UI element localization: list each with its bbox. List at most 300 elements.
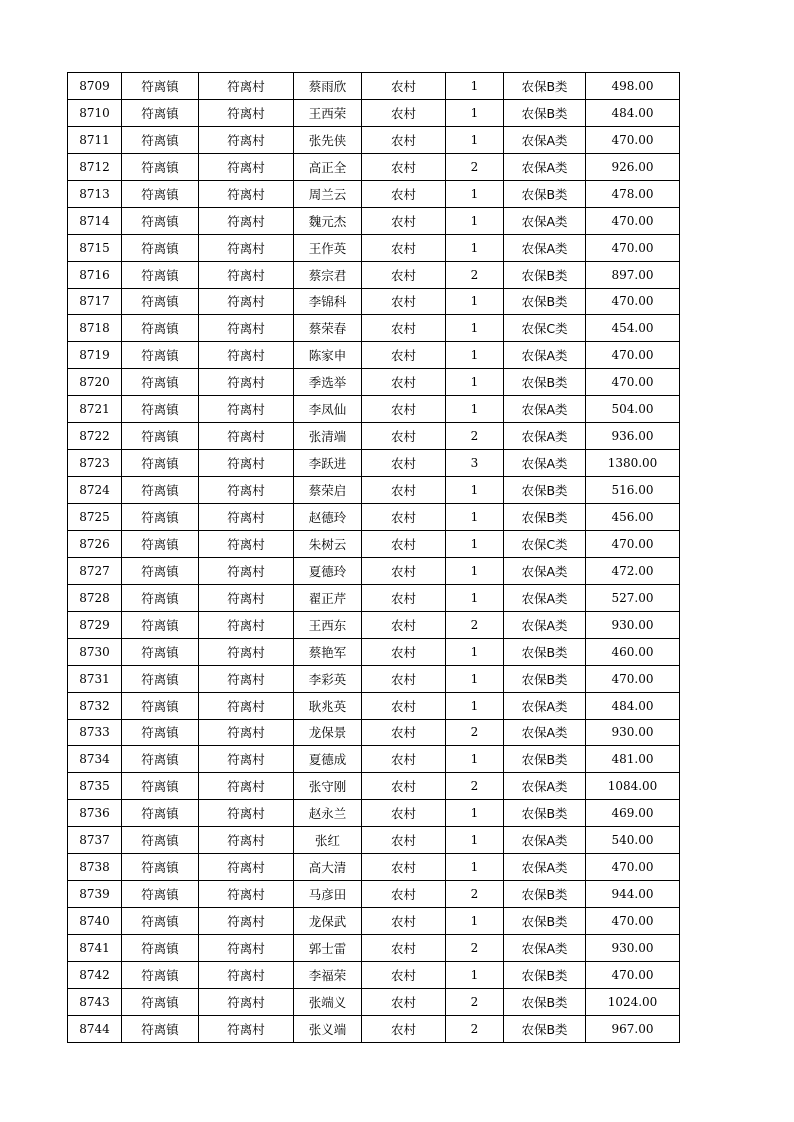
cell-town: 符离镇 — [122, 584, 199, 611]
cell-category: 农保B类 — [504, 1015, 586, 1042]
table-body — [68, 73, 680, 1043]
cell-name: 龙保景 — [294, 719, 362, 746]
cell-type: 农村 — [362, 126, 446, 153]
cell-category: 农保B类 — [504, 180, 586, 207]
cell-type: 农村 — [362, 854, 446, 881]
cell-category: 农保A类 — [504, 450, 586, 477]
cell-count: 1 — [446, 638, 504, 665]
cell-town: 符离镇 — [122, 99, 199, 126]
cell-type: 农村 — [362, 73, 446, 100]
cell-category: 农保B类 — [504, 477, 586, 504]
cell-town: 符离镇 — [122, 665, 199, 692]
cell-town: 符离镇 — [122, 423, 199, 450]
cell-count: 1 — [446, 73, 504, 100]
cell-count: 1 — [446, 99, 504, 126]
cell-id: 8732 — [68, 692, 122, 719]
cell-town: 符离镇 — [122, 396, 199, 423]
cell-category: 农保B类 — [504, 288, 586, 315]
cell-name: 张守刚 — [294, 773, 362, 800]
cell-id: 8715 — [68, 234, 122, 261]
cell-name: 周兰云 — [294, 180, 362, 207]
table-row — [68, 908, 680, 935]
cell-category: 农保A类 — [504, 153, 586, 180]
cell-village: 符离村 — [199, 611, 294, 638]
cell-type: 农村 — [362, 557, 446, 584]
table-row — [68, 207, 680, 234]
cell-village: 符离村 — [199, 692, 294, 719]
cell-id: 8741 — [68, 935, 122, 962]
cell-village: 符离村 — [199, 854, 294, 881]
cell-name: 张先侠 — [294, 126, 362, 153]
table-row — [68, 800, 680, 827]
cell-count: 1 — [446, 746, 504, 773]
cell-id: 8735 — [68, 773, 122, 800]
cell-category: 农保A类 — [504, 854, 586, 881]
cell-type: 农村 — [362, 315, 446, 342]
cell-category: 农保A类 — [504, 207, 586, 234]
cell-village: 符离村 — [199, 800, 294, 827]
table-row — [68, 450, 680, 477]
cell-name: 蔡宗君 — [294, 261, 362, 288]
cell-type: 农村 — [362, 665, 446, 692]
cell-type: 农村 — [362, 180, 446, 207]
table-row — [68, 315, 680, 342]
table-row — [68, 638, 680, 665]
cell-village: 符离村 — [199, 234, 294, 261]
cell-town: 符离镇 — [122, 854, 199, 881]
cell-amount: 470.00 — [586, 854, 680, 881]
cell-count: 1 — [446, 665, 504, 692]
cell-amount: 504.00 — [586, 396, 680, 423]
cell-village: 符离村 — [199, 342, 294, 369]
cell-type: 农村 — [362, 530, 446, 557]
cell-village: 符离村 — [199, 719, 294, 746]
cell-category: 农保A类 — [504, 126, 586, 153]
cell-town: 符离镇 — [122, 1015, 199, 1042]
cell-id: 8709 — [68, 73, 122, 100]
cell-village: 符离村 — [199, 450, 294, 477]
cell-town: 符离镇 — [122, 504, 199, 531]
cell-id: 8718 — [68, 315, 122, 342]
table-row — [68, 611, 680, 638]
cell-village: 符离村 — [199, 530, 294, 557]
cell-category: 农保B类 — [504, 99, 586, 126]
cell-name: 郭士雷 — [294, 935, 362, 962]
cell-name: 李凤仙 — [294, 396, 362, 423]
table-row — [68, 854, 680, 881]
cell-category: 农保B类 — [504, 881, 586, 908]
cell-type: 农村 — [362, 908, 446, 935]
cell-id: 8717 — [68, 288, 122, 315]
cell-amount: 470.00 — [586, 961, 680, 988]
cell-name: 陈家申 — [294, 342, 362, 369]
cell-type: 农村 — [362, 881, 446, 908]
cell-count: 1 — [446, 369, 504, 396]
cell-amount: 930.00 — [586, 719, 680, 746]
cell-category: 农保B类 — [504, 665, 586, 692]
cell-type: 农村 — [362, 423, 446, 450]
cell-id: 8744 — [68, 1015, 122, 1042]
cell-category: 农保B类 — [504, 504, 586, 531]
cell-id: 8734 — [68, 746, 122, 773]
cell-village: 符离村 — [199, 261, 294, 288]
cell-count: 1 — [446, 530, 504, 557]
cell-name: 魏元杰 — [294, 207, 362, 234]
cell-type: 农村 — [362, 827, 446, 854]
cell-village: 符离村 — [199, 584, 294, 611]
cell-count: 2 — [446, 935, 504, 962]
cell-count: 2 — [446, 423, 504, 450]
cell-town: 符离镇 — [122, 773, 199, 800]
cell-count: 1 — [446, 288, 504, 315]
cell-amount: 967.00 — [586, 1015, 680, 1042]
cell-town: 符离镇 — [122, 450, 199, 477]
cell-count: 1 — [446, 342, 504, 369]
cell-village: 符离村 — [199, 881, 294, 908]
cell-town: 符离镇 — [122, 315, 199, 342]
cell-amount: 460.00 — [586, 638, 680, 665]
table-row — [68, 557, 680, 584]
cell-id: 8743 — [68, 988, 122, 1015]
cell-count: 1 — [446, 827, 504, 854]
cell-village: 符离村 — [199, 477, 294, 504]
cell-id: 8739 — [68, 881, 122, 908]
cell-name: 夏德成 — [294, 746, 362, 773]
cell-count: 1 — [446, 396, 504, 423]
cell-count: 1 — [446, 315, 504, 342]
cell-category: 农保A类 — [504, 692, 586, 719]
table-row — [68, 342, 680, 369]
cell-count: 1 — [446, 584, 504, 611]
cell-type: 农村 — [362, 988, 446, 1015]
cell-village: 符离村 — [199, 908, 294, 935]
cell-id: 8714 — [68, 207, 122, 234]
cell-name: 赵永兰 — [294, 800, 362, 827]
cell-amount: 469.00 — [586, 800, 680, 827]
allowance-table — [67, 72, 680, 1043]
cell-type: 农村 — [362, 261, 446, 288]
cell-count: 2 — [446, 881, 504, 908]
cell-count: 1 — [446, 557, 504, 584]
cell-amount: 897.00 — [586, 261, 680, 288]
cell-village: 符离村 — [199, 288, 294, 315]
cell-id: 8721 — [68, 396, 122, 423]
cell-category: 农保B类 — [504, 908, 586, 935]
cell-amount: 454.00 — [586, 315, 680, 342]
cell-type: 农村 — [362, 935, 446, 962]
cell-type: 农村 — [362, 477, 446, 504]
cell-count: 1 — [446, 180, 504, 207]
cell-amount: 1024.00 — [586, 988, 680, 1015]
cell-amount: 930.00 — [586, 935, 680, 962]
cell-type: 农村 — [362, 99, 446, 126]
cell-id: 8733 — [68, 719, 122, 746]
cell-town: 符离镇 — [122, 961, 199, 988]
cell-type: 农村 — [362, 450, 446, 477]
cell-name: 李锦科 — [294, 288, 362, 315]
cell-name: 翟正芹 — [294, 584, 362, 611]
cell-amount: 470.00 — [586, 207, 680, 234]
cell-category: 农保B类 — [504, 746, 586, 773]
cell-id: 8726 — [68, 530, 122, 557]
cell-village: 符离村 — [199, 207, 294, 234]
cell-name: 蔡荣春 — [294, 315, 362, 342]
cell-category: 农保A类 — [504, 935, 586, 962]
cell-amount: 470.00 — [586, 665, 680, 692]
cell-village: 符离村 — [199, 153, 294, 180]
cell-town: 符离镇 — [122, 638, 199, 665]
cell-name: 张端义 — [294, 988, 362, 1015]
cell-town: 符离镇 — [122, 180, 199, 207]
cell-town: 符离镇 — [122, 369, 199, 396]
cell-amount: 470.00 — [586, 530, 680, 557]
cell-town: 符离镇 — [122, 153, 199, 180]
cell-name: 李彩英 — [294, 665, 362, 692]
cell-town: 符离镇 — [122, 692, 199, 719]
table-row — [68, 180, 680, 207]
cell-name: 马彦田 — [294, 881, 362, 908]
cell-amount: 498.00 — [586, 73, 680, 100]
cell-type: 农村 — [362, 1015, 446, 1042]
cell-id: 8740 — [68, 908, 122, 935]
table-row — [68, 73, 680, 100]
cell-town: 符离镇 — [122, 207, 199, 234]
cell-category: 农保B类 — [504, 988, 586, 1015]
cell-category: 农保B类 — [504, 800, 586, 827]
cell-type: 农村 — [362, 234, 446, 261]
cell-name: 张义端 — [294, 1015, 362, 1042]
cell-name: 蔡艳军 — [294, 638, 362, 665]
cell-amount: 484.00 — [586, 692, 680, 719]
table-row — [68, 504, 680, 531]
cell-count: 1 — [446, 854, 504, 881]
cell-id: 8719 — [68, 342, 122, 369]
cell-name: 王西东 — [294, 611, 362, 638]
table-row — [68, 988, 680, 1015]
cell-id: 8711 — [68, 126, 122, 153]
cell-village: 符离村 — [199, 423, 294, 450]
cell-village: 符离村 — [199, 665, 294, 692]
cell-amount: 472.00 — [586, 557, 680, 584]
cell-type: 农村 — [362, 396, 446, 423]
cell-count: 1 — [446, 477, 504, 504]
cell-village: 符离村 — [199, 369, 294, 396]
cell-town: 符离镇 — [122, 73, 199, 100]
cell-type: 农村 — [362, 153, 446, 180]
cell-id: 8728 — [68, 584, 122, 611]
cell-name: 高大清 — [294, 854, 362, 881]
cell-id: 8729 — [68, 611, 122, 638]
cell-amount: 470.00 — [586, 908, 680, 935]
cell-count: 1 — [446, 692, 504, 719]
cell-category: 农保A类 — [504, 719, 586, 746]
cell-type: 农村 — [362, 719, 446, 746]
cell-id: 8713 — [68, 180, 122, 207]
table-row — [68, 261, 680, 288]
cell-amount: 478.00 — [586, 180, 680, 207]
cell-amount: 944.00 — [586, 881, 680, 908]
cell-id: 8742 — [68, 961, 122, 988]
cell-name: 王作英 — [294, 234, 362, 261]
table-row — [68, 773, 680, 800]
cell-village: 符离村 — [199, 126, 294, 153]
cell-category: 农保A类 — [504, 423, 586, 450]
cell-village: 符离村 — [199, 638, 294, 665]
cell-town: 符离镇 — [122, 611, 199, 638]
cell-name: 王西荣 — [294, 99, 362, 126]
cell-name: 李福荣 — [294, 961, 362, 988]
table-row — [68, 99, 680, 126]
cell-type: 农村 — [362, 369, 446, 396]
cell-name: 耿兆英 — [294, 692, 362, 719]
table-row — [68, 423, 680, 450]
cell-amount: 470.00 — [586, 126, 680, 153]
cell-name: 蔡荣启 — [294, 477, 362, 504]
table-row — [68, 396, 680, 423]
cell-id: 8737 — [68, 827, 122, 854]
cell-category: 农保A类 — [504, 234, 586, 261]
cell-village: 符离村 — [199, 504, 294, 531]
cell-type: 农村 — [362, 584, 446, 611]
cell-town: 符离镇 — [122, 261, 199, 288]
cell-village: 符离村 — [199, 773, 294, 800]
cell-amount: 936.00 — [586, 423, 680, 450]
cell-type: 农村 — [362, 800, 446, 827]
cell-amount: 470.00 — [586, 369, 680, 396]
cell-town: 符离镇 — [122, 288, 199, 315]
table-row — [68, 719, 680, 746]
cell-amount: 1084.00 — [586, 773, 680, 800]
cell-town: 符离镇 — [122, 935, 199, 962]
cell-category: 农保A类 — [504, 611, 586, 638]
table-row — [68, 288, 680, 315]
cell-count: 1 — [446, 961, 504, 988]
cell-id: 8712 — [68, 153, 122, 180]
cell-amount: 470.00 — [586, 234, 680, 261]
cell-village: 符离村 — [199, 746, 294, 773]
cell-name: 李跃进 — [294, 450, 362, 477]
cell-name: 朱树云 — [294, 530, 362, 557]
cell-town: 符离镇 — [122, 800, 199, 827]
cell-amount: 470.00 — [586, 288, 680, 315]
table-row — [68, 935, 680, 962]
cell-id: 8723 — [68, 450, 122, 477]
cell-amount: 484.00 — [586, 99, 680, 126]
cell-category: 农保A类 — [504, 342, 586, 369]
table-row — [68, 961, 680, 988]
cell-village: 符离村 — [199, 99, 294, 126]
cell-category: 农保A类 — [504, 396, 586, 423]
cell-village: 符离村 — [199, 557, 294, 584]
cell-name: 夏德玲 — [294, 557, 362, 584]
cell-count: 1 — [446, 504, 504, 531]
table-row — [68, 126, 680, 153]
cell-id: 8710 — [68, 99, 122, 126]
cell-count: 2 — [446, 988, 504, 1015]
cell-type: 农村 — [362, 961, 446, 988]
cell-count: 2 — [446, 261, 504, 288]
cell-category: 农保A类 — [504, 827, 586, 854]
cell-amount: 527.00 — [586, 584, 680, 611]
cell-type: 农村 — [362, 504, 446, 531]
cell-town: 符离镇 — [122, 342, 199, 369]
cell-type: 农村 — [362, 638, 446, 665]
cell-type: 农村 — [362, 342, 446, 369]
cell-id: 8724 — [68, 477, 122, 504]
cell-amount: 456.00 — [586, 504, 680, 531]
cell-village: 符离村 — [199, 961, 294, 988]
table-row — [68, 746, 680, 773]
cell-type: 农村 — [362, 773, 446, 800]
cell-category: 农保A类 — [504, 773, 586, 800]
cell-count: 1 — [446, 207, 504, 234]
cell-village: 符离村 — [199, 73, 294, 100]
cell-town: 符离镇 — [122, 908, 199, 935]
cell-count: 2 — [446, 611, 504, 638]
cell-id: 8731 — [68, 665, 122, 692]
cell-id: 8727 — [68, 557, 122, 584]
table-row — [68, 692, 680, 719]
cell-village: 符离村 — [199, 1015, 294, 1042]
cell-category: 农保A类 — [504, 557, 586, 584]
cell-name: 季选举 — [294, 369, 362, 396]
cell-name: 龙保武 — [294, 908, 362, 935]
cell-count: 1 — [446, 800, 504, 827]
cell-town: 符离镇 — [122, 746, 199, 773]
table-row — [68, 881, 680, 908]
cell-id: 8722 — [68, 423, 122, 450]
cell-amount: 1380.00 — [586, 450, 680, 477]
table-row — [68, 477, 680, 504]
cell-name: 张清端 — [294, 423, 362, 450]
cell-count: 1 — [446, 234, 504, 261]
cell-town: 符离镇 — [122, 881, 199, 908]
cell-town: 符离镇 — [122, 530, 199, 557]
cell-category: 农保C类 — [504, 315, 586, 342]
cell-type: 农村 — [362, 611, 446, 638]
cell-count: 2 — [446, 153, 504, 180]
cell-village: 符离村 — [199, 935, 294, 962]
cell-amount: 926.00 — [586, 153, 680, 180]
table-row — [68, 665, 680, 692]
cell-name: 高正全 — [294, 153, 362, 180]
cell-name: 蔡雨欣 — [294, 73, 362, 100]
cell-village: 符离村 — [199, 827, 294, 854]
table-row — [68, 827, 680, 854]
cell-category: 农保C类 — [504, 530, 586, 557]
cell-count: 1 — [446, 908, 504, 935]
cell-town: 符离镇 — [122, 988, 199, 1015]
cell-town: 符离镇 — [122, 477, 199, 504]
cell-town: 符离镇 — [122, 126, 199, 153]
cell-amount: 540.00 — [586, 827, 680, 854]
cell-type: 农村 — [362, 692, 446, 719]
cell-id: 8738 — [68, 854, 122, 881]
cell-id: 8725 — [68, 504, 122, 531]
cell-amount: 930.00 — [586, 611, 680, 638]
cell-type: 农村 — [362, 207, 446, 234]
cell-category: 农保B类 — [504, 261, 586, 288]
cell-category: 农保B类 — [504, 369, 586, 396]
cell-count: 3 — [446, 450, 504, 477]
cell-amount: 481.00 — [586, 746, 680, 773]
cell-name: 赵德玲 — [294, 504, 362, 531]
cell-amount: 470.00 — [586, 342, 680, 369]
cell-category: 农保B类 — [504, 638, 586, 665]
table-row — [68, 153, 680, 180]
table-row — [68, 530, 680, 557]
table-row — [68, 1015, 680, 1042]
